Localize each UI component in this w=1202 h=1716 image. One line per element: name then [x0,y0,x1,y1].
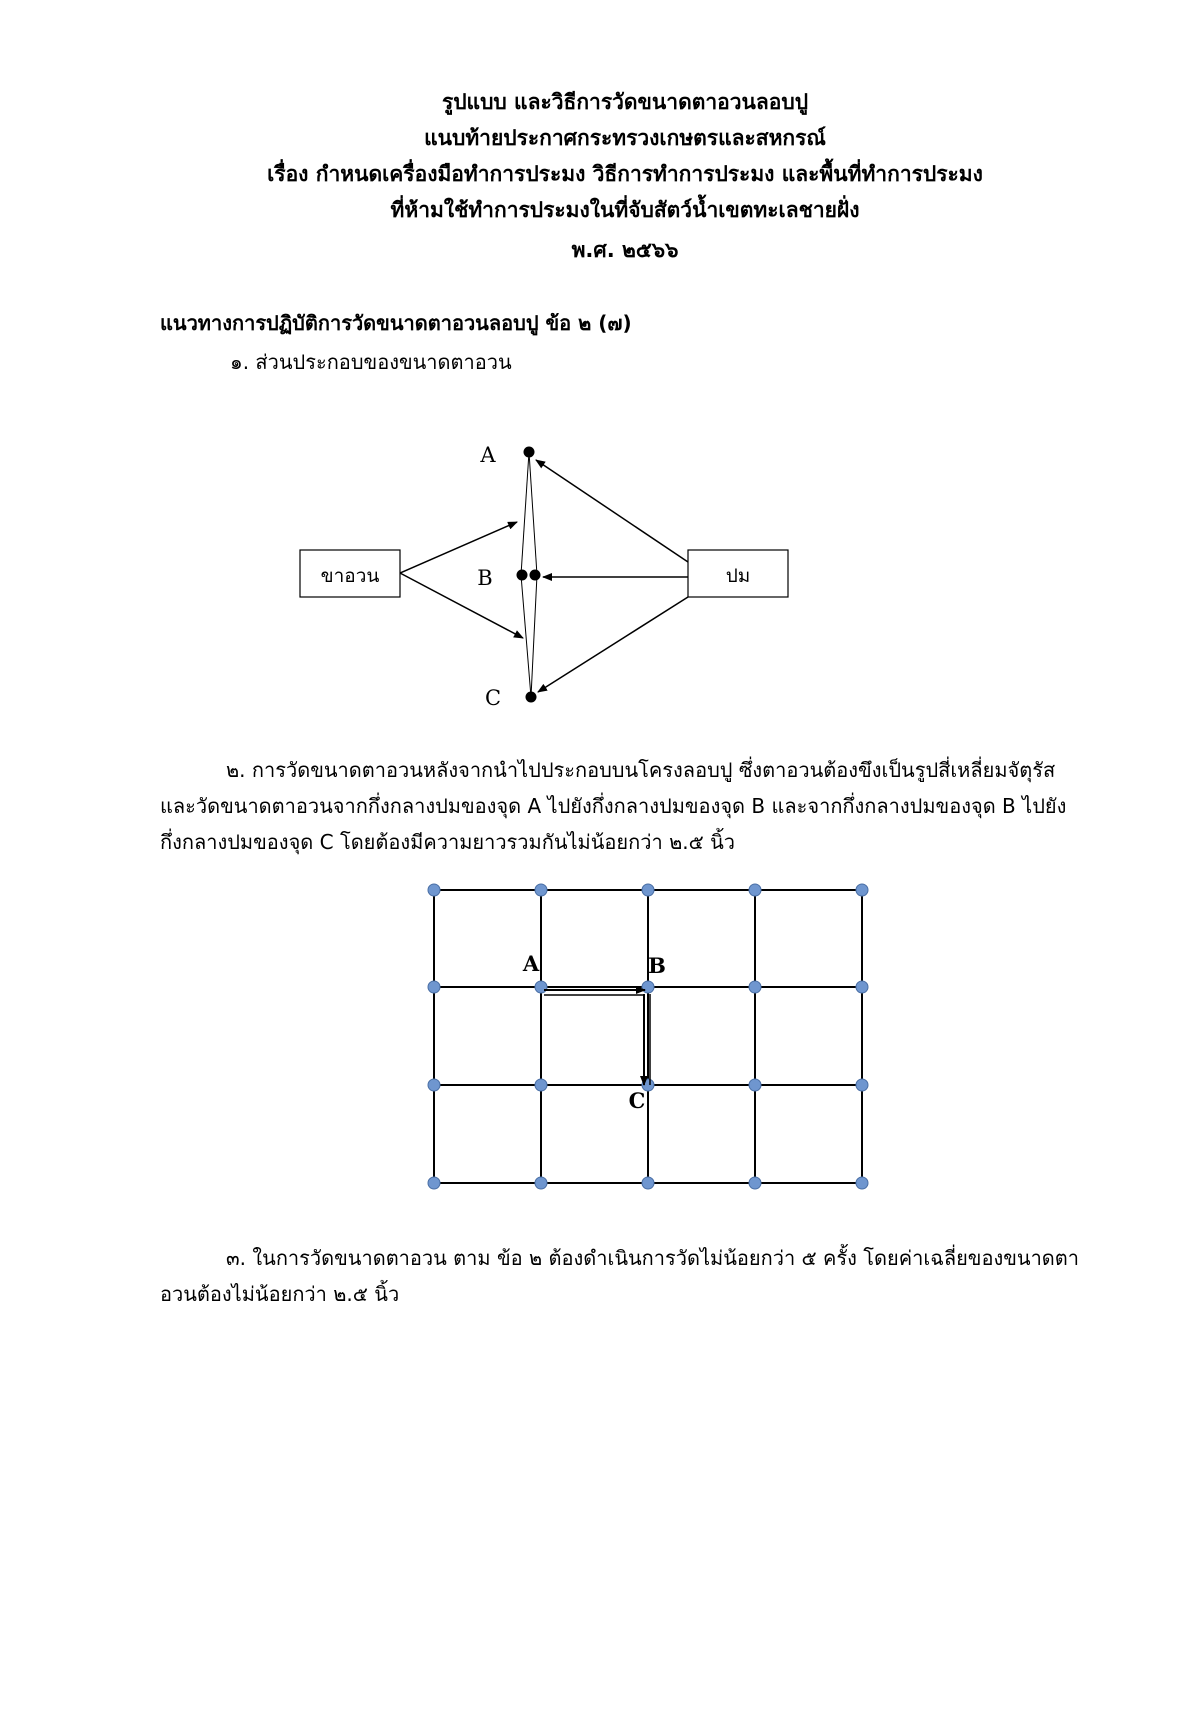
grid-node [642,1177,654,1189]
leg-box-label: ขาอวน [320,565,380,587]
grid-label-c: C [628,1088,646,1113]
grid-node [749,1177,761,1189]
grid-node [749,1079,761,1091]
grid-node [535,981,547,993]
grid-label-b: B [648,953,666,978]
grid-node [535,1177,547,1189]
item-1-label: ๑. ส่วนประกอบของขนาดตาอวน [230,350,512,374]
grid-node [535,1079,547,1091]
grid-lines [434,890,862,1183]
grid-node [749,981,761,993]
paragraph-3-text: ๓. ในการวัดขนาดตาอวน ตาม ข้อ ๒ ต้องดำเนินการวัดไม่น้อยกว่า ๕ ครั้ง โดยค่าเฉลี่ยของขนาดตาอวนต้องไม่น้อยกว่า ๒.๕ นิ้ว [160,1246,1080,1306]
title-line-1: รูปแบบ และวิธีการวัดขนาดตาอวนลอบปู [441,90,809,114]
title-line-3: เรื่อง กำหนดเครื่องมือทำการประมง วิธีการทำการประมง และพื้นที่ทำการประมง [267,162,983,186]
paragraph-3 [160,1240,1090,1312]
paragraph-2-text: ๒. การวัดขนาดตาอวนหลังจากนำไปประกอบบนโครงลอบปู ซึ่งตาอวนต้องขึงเป็นรูปสี่เหลี่ยมจัตุรัส และวัดขนาดตาอวนจากกึ่งกลางปมของจุด A ไปยังกึ่งกลางปมของจุด B และจากกึ่งกลางปมของจุด B ไปยังกึ่งกลางปมของจุด C โดยต้องมีความยาวรวมกันไม่น้อยกว่า ๒.๕ นิ้ว [160,758,1067,854]
label-a: A [480,443,496,467]
grid-node [428,884,440,896]
title-year: พ.ศ. ๒๕๖๖ [571,238,679,262]
grid-node [749,884,761,896]
knot-box-label: ปม [725,565,751,587]
grid-node [428,1177,440,1189]
grid-node [856,1079,868,1091]
label-c: C [484,686,502,710]
grid-node [642,884,654,896]
grid-node [642,981,654,993]
grid-node [856,981,868,993]
grid-node [535,884,547,896]
grid-node [856,1177,868,1189]
grid-node [428,981,440,993]
title-line-4: ที่ห้ามใช้ทำการประมงในที่จับสัตว์น้ำเขตทะเลชายฝั่ง [390,198,860,222]
section-heading: แนวทางการปฏิบัติการวัดขนาดตาอวนลอบปู ข้อ ๒ (๗) [160,311,632,335]
grid-node [428,1079,440,1091]
title-line-2: แนบท้ายประกาศกระทรวงเกษตรและสหกรณ์ [424,126,826,150]
label-b: B [477,566,493,590]
grid-node [856,884,868,896]
grid-label-a: A [522,951,540,976]
